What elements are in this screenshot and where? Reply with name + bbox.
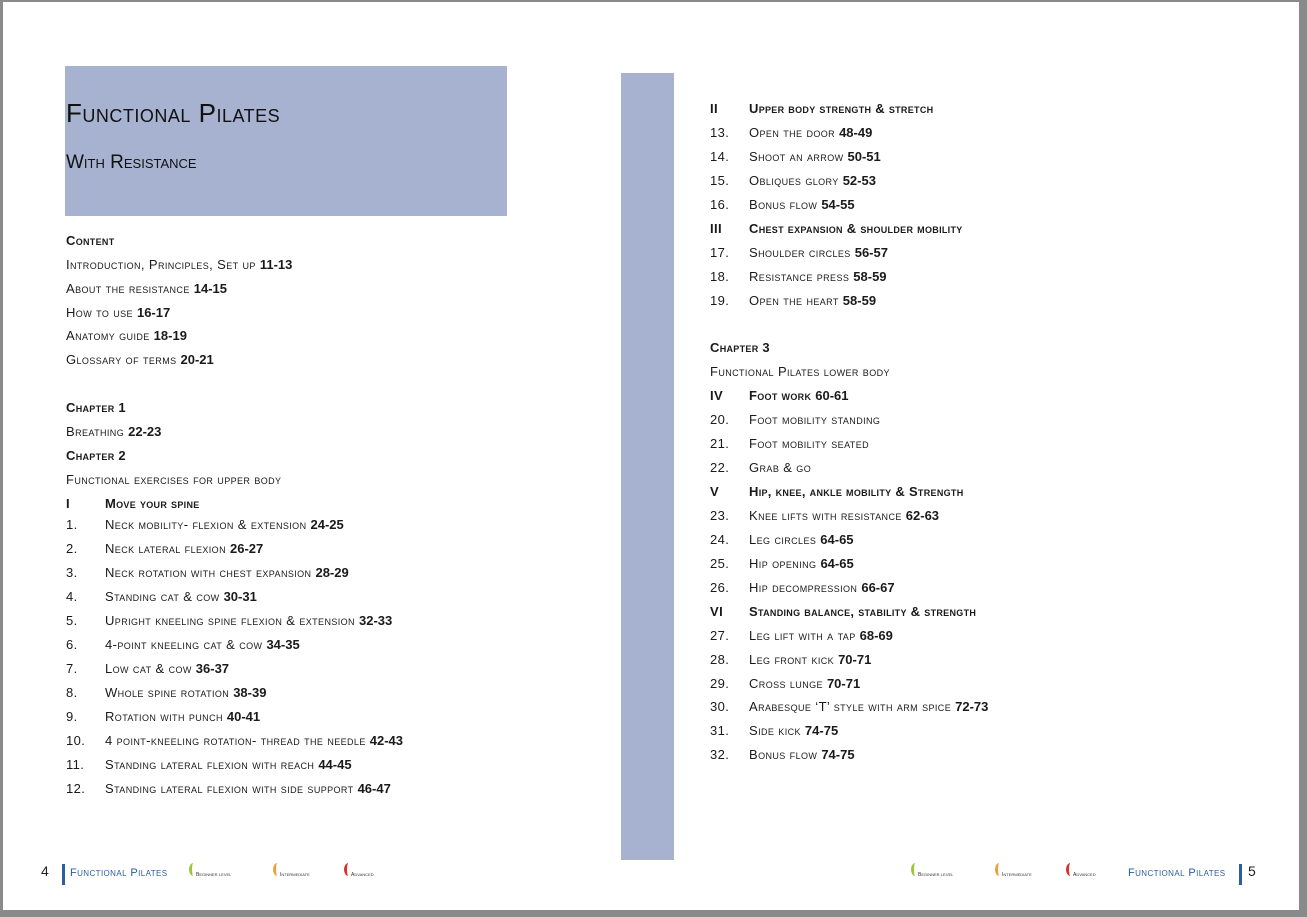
toc-pages: 70-71	[826, 676, 861, 691]
chapter-1-item	[66, 424, 161, 439]
toc-entry	[749, 173, 876, 188]
chapter-heading: Chapter 1	[66, 400, 126, 415]
toc-text: Foot work	[749, 388, 812, 403]
toc-pages: 14-15	[193, 281, 228, 296]
footer-title-left: Functional Pilates	[70, 867, 168, 879]
toc-pages: 24-25	[310, 517, 344, 532]
toc-number: 9.	[66, 709, 78, 724]
chapter-heading: Chapter 2	[66, 448, 126, 463]
chapter-1-heading	[66, 400, 126, 415]
toc-pages: 50-51	[847, 149, 881, 164]
toc-pages: 46-47	[357, 781, 391, 796]
toc-text: Arabesque ‘T’ style with arm spice	[749, 699, 952, 714]
book-spread	[3, 2, 1299, 910]
toc-text: Resistance press	[749, 269, 850, 284]
toc-text: Bonus flow	[749, 197, 818, 212]
toc-entry	[749, 197, 855, 212]
toc-pages: 62-63	[905, 508, 940, 523]
chapter-2-heading	[66, 448, 126, 463]
chapter-heading: Chapter 3	[710, 340, 770, 355]
toc-pages: 64-65	[820, 532, 854, 547]
toc-text: Breathing	[66, 424, 129, 439]
toc-text: 4 point-kneeling rotation- thread the needle	[105, 733, 366, 748]
toc-number: 13.	[710, 125, 730, 140]
toc-text: Hip decompression	[749, 580, 858, 595]
content-item	[66, 328, 187, 343]
toc-entry	[749, 699, 988, 714]
toc-pages: 30-31	[223, 589, 257, 604]
toc-text: Leg circles	[749, 532, 817, 547]
toc-pages: 36-37	[195, 661, 230, 676]
toc-entry	[749, 125, 872, 140]
toc-number: V	[710, 484, 720, 499]
toc-text: Foot mobility standing	[749, 412, 881, 427]
toc-entry	[749, 436, 869, 451]
toc-pages: 28-29	[315, 565, 349, 580]
toc-entry	[105, 781, 391, 796]
toc-number: 12.	[66, 781, 86, 796]
toc-entry	[105, 565, 349, 580]
toc-entry	[749, 747, 855, 762]
toc-text: Low cat & cow	[105, 661, 192, 676]
toc-entry	[749, 101, 933, 116]
footer-divider-right	[1239, 864, 1242, 885]
toc-text: Move your spine	[105, 496, 200, 511]
toc-entry	[105, 541, 263, 556]
toc-number: 19.	[710, 293, 730, 308]
toc-text: 4-point kneeling cat & cow	[105, 637, 263, 652]
toc-text: Chest expansion & shoulder mobility	[749, 221, 963, 236]
toc-number: 18.	[710, 269, 730, 284]
footer-divider-left	[62, 864, 65, 885]
toc-entry	[749, 508, 939, 523]
book-subtitle: With Resistance	[66, 152, 197, 173]
toc-pages: 16-17	[136, 305, 171, 320]
toc-text: Standing balance, stability & strength	[749, 604, 977, 619]
toc-text: Shoulder circles	[749, 245, 851, 260]
toc-pages: 38-39	[233, 685, 267, 700]
toc-text: Grab & go	[749, 460, 812, 475]
toc-number: 8.	[66, 685, 78, 700]
toc-text: Cross lunge	[749, 676, 823, 691]
toc-pages: 32-33	[358, 613, 393, 628]
content-item	[66, 305, 170, 320]
page-number-right: 5	[1248, 863, 1256, 879]
chapter-3-subtitle	[710, 364, 890, 379]
toc-text: Functional Pilates lower body	[710, 364, 890, 379]
toc-entry	[749, 269, 887, 284]
toc-number: 22.	[710, 460, 730, 475]
toc-pages: 11-13	[259, 257, 293, 272]
toc-pages: 44-45	[318, 757, 352, 772]
toc-text: Neck mobility- flexion & extension	[105, 517, 307, 532]
toc-entry	[105, 661, 229, 676]
toc-entry	[749, 580, 895, 595]
gutter-bar	[621, 73, 674, 860]
toc-pages: 54-55	[821, 197, 855, 212]
toc-text: Knee lifts with resistance	[749, 508, 902, 523]
toc-number: IV	[710, 388, 724, 403]
toc-pages: 68-69	[859, 628, 893, 643]
toc-text: Foot mobility seated	[749, 436, 870, 451]
toc-entry	[749, 723, 838, 738]
toc-pages: 74-75	[804, 723, 839, 738]
toc-pages: 60-61	[815, 388, 849, 403]
toc-text: Shoot an arrow	[749, 149, 844, 164]
toc-text: Upper body strength & stretch	[749, 101, 934, 116]
toc-number: 27.	[710, 628, 730, 643]
toc-entry	[749, 652, 871, 667]
toc-entry	[105, 613, 392, 628]
toc-entry	[749, 532, 854, 547]
toc-number: 2.	[66, 541, 78, 556]
toc-text: Glossary of terms	[66, 352, 181, 367]
toc-entry	[105, 517, 344, 532]
toc-text: Standing lateral flexion with side support	[105, 781, 354, 796]
toc-number: 20.	[710, 412, 730, 427]
toc-number: 17.	[710, 245, 730, 260]
toc-text: Neck lateral flexion	[105, 541, 230, 556]
toc-text: Leg front kick	[749, 652, 835, 667]
toc-number: 11.	[66, 757, 85, 772]
toc-pages: 34-35	[266, 637, 300, 652]
intermediate-level-label: Intermediate	[280, 872, 310, 878]
chapter-heading: Content	[66, 233, 115, 248]
toc-pages: 42-43	[369, 733, 404, 748]
toc-pages: 56-57	[854, 245, 888, 260]
toc-entry	[105, 637, 300, 652]
toc-number: II	[710, 101, 719, 116]
toc-entry	[749, 245, 888, 260]
toc-number: 28.	[710, 652, 730, 667]
page-number-left: 4	[41, 863, 49, 879]
toc-number: 32.	[710, 747, 730, 762]
toc-text: Whole spine rotation	[105, 685, 230, 700]
toc-number: 5.	[66, 613, 78, 628]
toc-text: Bonus flow	[749, 747, 818, 762]
toc-text: Rotation with punch	[105, 709, 223, 724]
beginner-level-label: Beginner level	[196, 872, 232, 878]
toc-entry	[105, 733, 403, 748]
toc-pages: 70-71	[838, 652, 872, 667]
toc-text: Anatomy guide	[66, 328, 154, 343]
toc-pages: 72-73	[955, 699, 989, 714]
toc-number: 31.	[710, 723, 730, 738]
toc-pages: 52-53	[842, 173, 876, 188]
content-item	[66, 352, 214, 367]
toc-text: Open the heart	[749, 293, 839, 308]
toc-pages: 22-23	[128, 424, 162, 439]
chapter-3-heading	[710, 340, 770, 355]
toc-text: Standing lateral flexion with reach	[105, 757, 315, 772]
toc-number: 14.	[710, 149, 730, 164]
toc-entry	[749, 293, 876, 308]
toc-pages: 64-65	[820, 556, 854, 571]
content-item	[66, 281, 227, 296]
toc-text: About the resistance	[66, 281, 190, 296]
footer-title-right: Functional Pilates	[1128, 867, 1226, 879]
toc-text: Hip, knee, ankle mobility & Strength	[749, 484, 964, 499]
toc-pages: 66-67	[861, 580, 895, 595]
advanced-level-label-right: Advanced	[1073, 872, 1096, 878]
toc-text: Neck rotation with chest expansion	[105, 565, 312, 580]
toc-entry	[749, 460, 811, 475]
chapter-2-subtitle	[66, 472, 281, 487]
toc-number: 6.	[66, 637, 78, 652]
toc-text: Open the door	[749, 125, 836, 140]
toc-text: Side kick	[749, 723, 801, 738]
advanced-level-label: Advanced	[351, 872, 374, 878]
toc-pages: 40-41	[226, 709, 261, 724]
toc-text: Upright kneeling spine flexion & extension	[105, 613, 355, 628]
toc-pages: 58-59	[842, 293, 877, 308]
toc-entry	[749, 628, 893, 643]
toc-number: 25.	[710, 556, 730, 571]
toc-entry	[105, 589, 257, 604]
beginner-level-label-right: Beginner level	[918, 872, 954, 878]
toc-pages: 74-75	[821, 747, 855, 762]
toc-number: 26.	[710, 580, 730, 595]
toc-number: 23.	[710, 508, 730, 523]
toc-text: Introduction, Principles, Set up	[66, 257, 256, 272]
intermediate-level-label-right: Intermediate	[1002, 872, 1032, 878]
toc-text: Obliques glory	[749, 173, 839, 188]
content-item	[66, 257, 292, 272]
toc-number: VI	[710, 604, 724, 619]
toc-entry	[749, 604, 976, 619]
toc-pages: 20-21	[180, 352, 214, 367]
content-heading	[66, 233, 115, 248]
toc-number: III	[710, 221, 723, 236]
toc-entry	[749, 221, 963, 236]
toc-text: Functional exercises for upper body	[66, 472, 282, 487]
toc-pages: 58-59	[853, 269, 887, 284]
toc-entry	[749, 676, 860, 691]
toc-number: I	[66, 496, 71, 511]
toc-number: 29.	[710, 676, 730, 691]
toc-entry	[105, 496, 200, 511]
toc-pages: 48-49	[839, 125, 873, 140]
toc-entry	[749, 149, 881, 164]
toc-number: 10.	[66, 733, 86, 748]
toc-entry	[105, 685, 266, 700]
toc-text: How to use	[66, 305, 137, 320]
toc-entry	[749, 484, 964, 499]
toc-number: 3.	[66, 565, 78, 580]
toc-number: 4.	[66, 589, 78, 604]
title-box	[65, 66, 507, 216]
toc-number: 16.	[710, 197, 730, 212]
toc-text: Leg lift with a tap	[749, 628, 856, 643]
toc-entry	[105, 757, 352, 772]
toc-number: 24.	[710, 532, 730, 547]
toc-pages: 18-19	[153, 328, 187, 343]
toc-pages: 26-27	[230, 541, 264, 556]
toc-text: Hip opening	[749, 556, 817, 571]
toc-number: 1.	[66, 517, 78, 532]
toc-number: 7.	[66, 661, 78, 676]
toc-number: 30.	[710, 699, 730, 714]
toc-entry	[749, 412, 880, 427]
book-title: Functional Pilates	[66, 98, 281, 128]
toc-entry	[749, 388, 849, 403]
toc-entry	[105, 709, 260, 724]
toc-number: 15.	[710, 173, 730, 188]
toc-text: Standing cat & cow	[105, 589, 220, 604]
toc-number: 21.	[710, 436, 730, 451]
toc-entry	[749, 556, 854, 571]
